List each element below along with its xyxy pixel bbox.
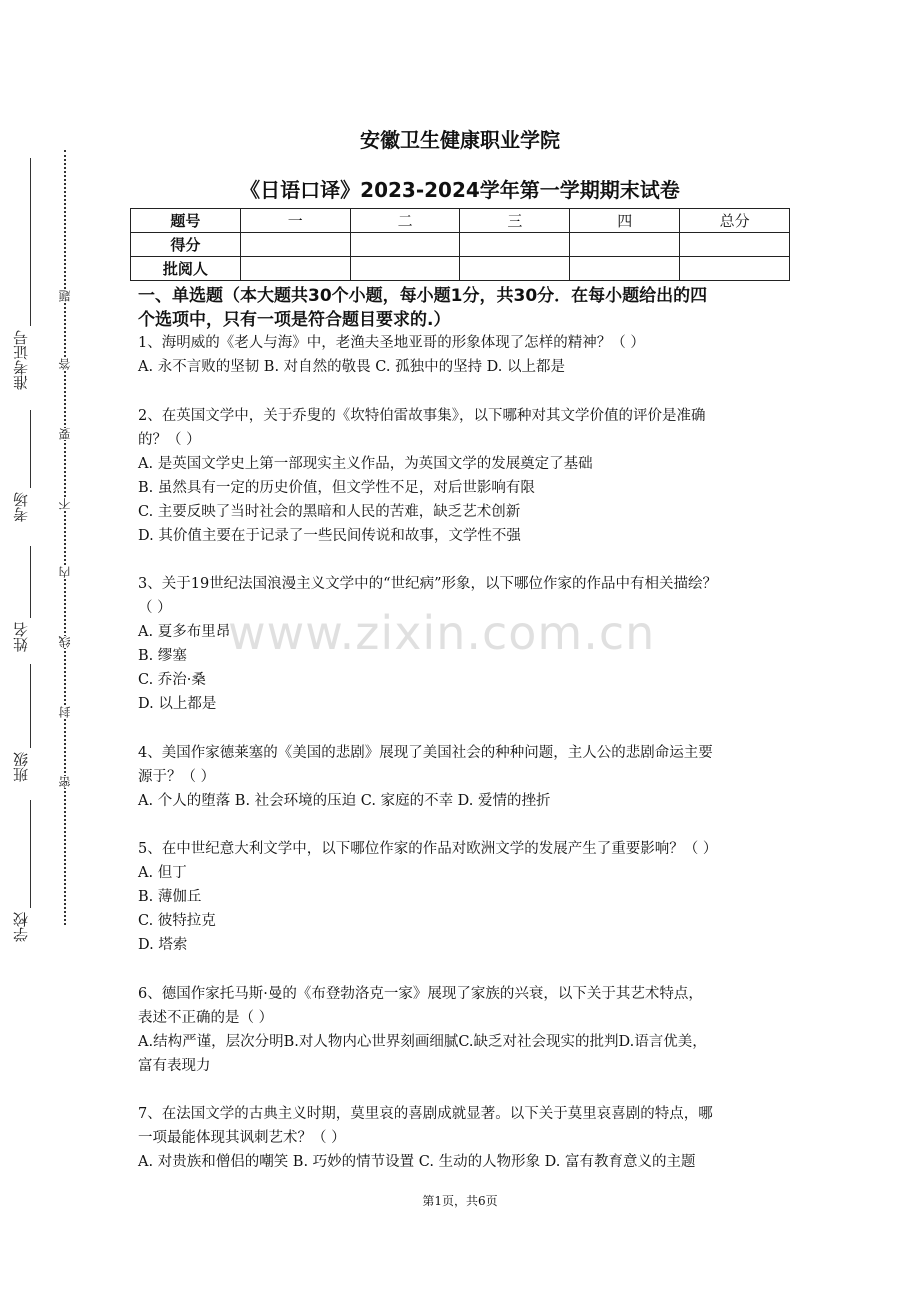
question-options: A.结构严谨，层次分明B.对人物内心世界刻画细腻C.缺乏对社会现实的批判D.语言优美， — [138, 1034, 707, 1050]
option-d: D. 塔索 — [138, 937, 188, 953]
score-table-header-row — [131, 209, 790, 233]
score-cell[interactable] — [240, 233, 350, 257]
question-stem: 4、美国作家德莱塞的《美国的悲剧》展现了美国社会的种种问题，主人公的悲剧命运主要 — [138, 745, 713, 761]
grader-cell[interactable] — [240, 257, 350, 281]
seal-char: 封 — [58, 706, 72, 718]
school-line — [30, 800, 31, 908]
watermark: www.zixin.com.cn — [228, 606, 656, 660]
header-cell: 二 — [350, 209, 460, 233]
question-stem: 源于？（ ） — [138, 769, 216, 785]
option-c: C. 乔治·桑 — [138, 672, 206, 688]
question-stem: 6、德国作家托马斯·曼的《布登勃洛克一家》展现了家族的兴衰，以下关于其艺术特点， — [138, 986, 703, 1002]
grader-cell[interactable] — [350, 257, 460, 281]
question-options: A. 永不言败的坚韧 B. 对自然的敬畏 C. 孤独中的坚持 D. 以上都是 — [138, 359, 566, 375]
option-b: B. 薄伽丘 — [138, 889, 202, 905]
question-stem: （ ） — [138, 600, 172, 616]
option-d: D. 以上都是 — [138, 696, 217, 712]
option-b: B. 缪塞 — [138, 648, 187, 664]
header-cell: 一 — [240, 209, 350, 233]
question-5 — [138, 837, 788, 957]
score-cell[interactable] — [570, 233, 680, 257]
option-a: A. 是英国文学史上第一部现实主义作品，为英国文学的发展奠定了基础 — [138, 456, 593, 472]
question-stem: 1、海明威的《老人与海》中，老渔夫圣地亚哥的形象体现了怎样的精神？（ ） — [138, 335, 645, 351]
section-heading-line: 一、单选题（本大题共30个小题，每小题1分，共30分．在每小题给出的四 — [138, 286, 708, 306]
section-heading-line: 个选项中，只有一项是符合题目要求的.） — [138, 310, 451, 330]
option-a: A. 夏多布里昂 — [138, 624, 231, 640]
section-heading — [138, 284, 788, 332]
header-cell: 四 — [570, 209, 680, 233]
class-line — [30, 664, 31, 748]
score-cell[interactable] — [350, 233, 460, 257]
question-stem: 3、关于19世纪法国浪漫主义文学中的“世纪病”形象，以下哪位作家的作品中有相关描绘？ — [138, 576, 717, 592]
option-d: D. 其价值主要在于记录了一些民间传说和故事，文学性不强 — [138, 528, 521, 544]
score-cell[interactable] — [680, 233, 790, 257]
question-2 — [138, 404, 788, 548]
page-footer: 第1页，共6页 — [422, 1194, 498, 1208]
seal-char: 不 — [58, 498, 72, 510]
question-stem: 5、在中世纪意大利文学中，以下哪位作家的作品对欧洲文学的发展产生了重要影响？（ ） — [138, 841, 718, 857]
exam-number-label: 准考证号 — [12, 330, 30, 390]
question-7 — [138, 1102, 788, 1174]
seal-char: 要 — [58, 428, 72, 440]
question-options: A. 个人的堕落 B. 社会环境的压迫 C. 家庭的不幸 D. 爱情的挫折 — [138, 793, 551, 809]
option-b: B. 虽然具有一定的历史价值，但文学性不足，对后世影响有限 — [138, 480, 535, 496]
school-label: 学校 — [12, 912, 30, 942]
school-title: 安徽卫生健康职业学院 — [360, 128, 560, 152]
grader-cell[interactable] — [680, 257, 790, 281]
question-stem: 表述不正确的是（ ） — [138, 1010, 274, 1026]
seal-char: 内 — [58, 566, 72, 578]
option-c: C. 彼特拉克 — [138, 913, 216, 929]
class-label: 班级 — [12, 752, 30, 782]
score-table — [130, 208, 790, 281]
question-options: 富有表现力 — [138, 1058, 211, 1074]
question-1 — [138, 331, 788, 379]
question-stem: 7、在法国文学的古典主义时期，莫里哀的喜剧成就显著。以下关于莫里哀喜剧的特点，哪 — [138, 1106, 713, 1122]
option-c: C. 主要反映了当时社会的黑暗和人民的苦难，缺乏艺术创新 — [138, 504, 521, 520]
question-stem: 的？（ ） — [138, 432, 201, 448]
grader-row — [131, 257, 790, 281]
row-label: 批阅人 — [131, 257, 241, 281]
question-stem: 一项最能体现其讽刺艺术？（ ） — [138, 1130, 346, 1146]
question-options: A. 对贵族和僧侣的嘲笑 B. 巧妙的情节设置 C. 生动的人物形象 D. 富有教育意义的主题 — [138, 1154, 696, 1170]
exam-room-label: 考场 — [12, 492, 30, 522]
seal-char: 答 — [58, 358, 72, 370]
question-4 — [138, 741, 788, 813]
header-cell: 总分 — [680, 209, 790, 233]
seal-char: 密 — [58, 776, 72, 788]
row-label: 得分 — [131, 233, 241, 257]
exam-title: 《日语口译》2023-2024学年第一学期期末试卷 — [240, 178, 680, 202]
exam-room-line — [30, 410, 31, 488]
seal-char: 线 — [58, 636, 72, 648]
grader-cell[interactable] — [460, 257, 570, 281]
score-row — [131, 233, 790, 257]
seal-dotted-line — [64, 150, 66, 925]
grader-cell[interactable] — [570, 257, 680, 281]
seal-char: 题 — [58, 290, 72, 302]
question-6 — [138, 982, 788, 1078]
name-label: 姓名 — [12, 622, 30, 652]
option-a: A. 但丁 — [138, 865, 187, 881]
header-cell: 题号 — [131, 209, 241, 233]
score-cell[interactable] — [460, 233, 570, 257]
header-cell: 三 — [460, 209, 570, 233]
question-stem: 2、在英国文学中，关于乔叟的《坎特伯雷故事集》，以下哪种对其文学价值的评价是准确 — [138, 408, 706, 424]
question-3 — [138, 572, 788, 716]
name-line — [30, 546, 31, 618]
